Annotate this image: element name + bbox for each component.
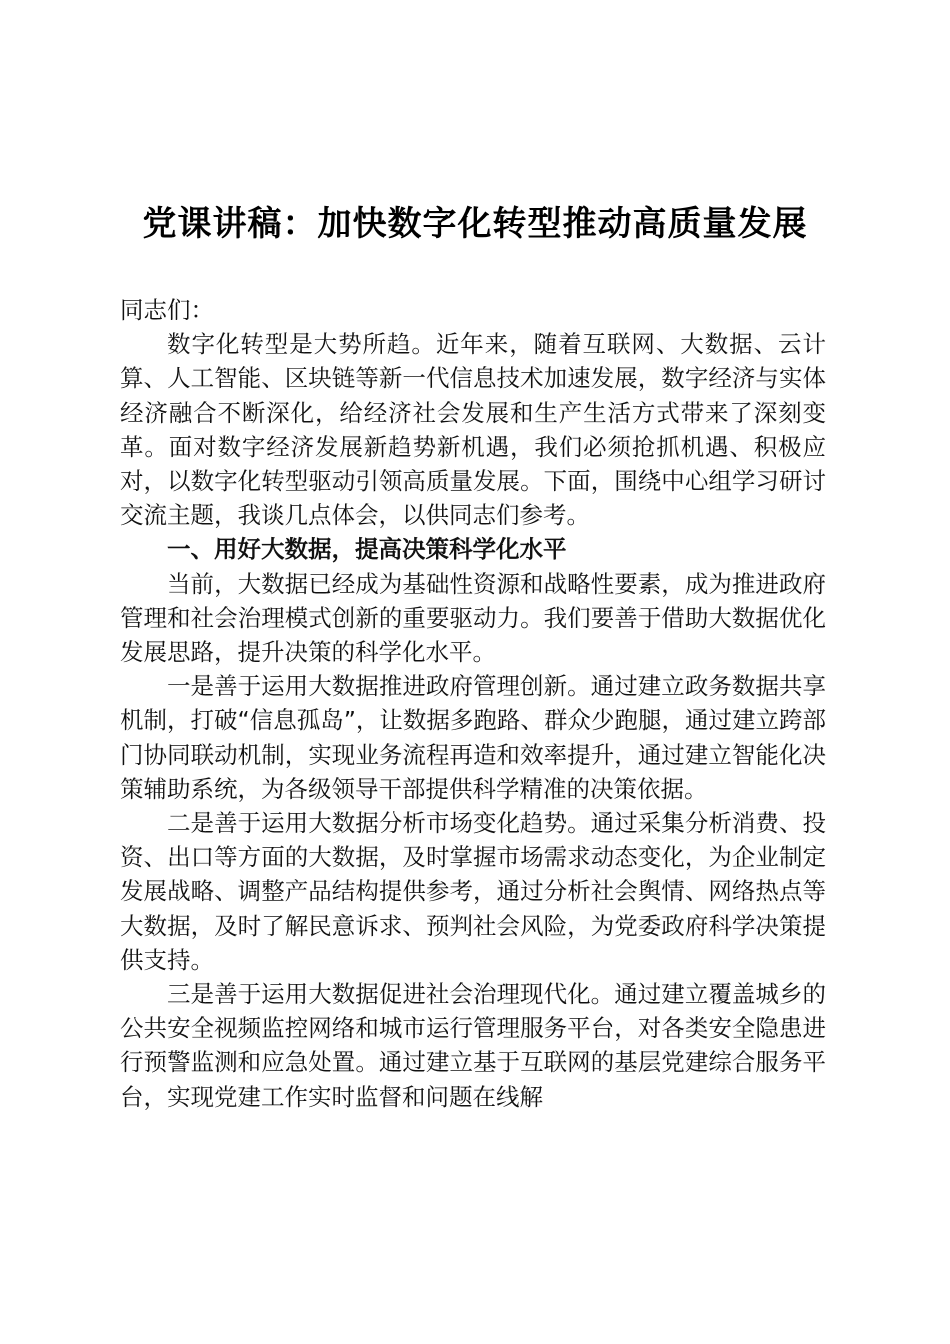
paragraph-section-1-intro: 当前，大数据已经成为基础性资源和战略性要素，成为推进政府管理和社会治理模式创新的重要驱动力。我们要善于借助大数据优化发展思路，提升决策的科学化水平。: [120, 569, 826, 667]
paragraph-point-2: 二是善于运用大数据分析市场变化趋势。通过采集分析消费、投资、出口等方面的大数据，及时掌握市场需求动态变化，为企业制定发展战略、调整产品结构提供参考，通过分析社会舆情、网络热点等大数据，及时了解民意诉求、预判社会风险，为党委政府科学决策提供支持。: [120, 809, 826, 974]
document-body: [120, 293, 826, 1114]
paragraph-point-3: 三是善于运用大数据促进社会治理现代化。通过建立覆盖城乡的公共安全视频监控网络和城市运行管理服务平台，对各类安全隐患进行预警监测和应急处置。通过建立基于互联网的基层党建综合服务平台，实现党建工作实时监督和问题在线解: [120, 980, 826, 1111]
document-title: 党课讲稿：加快数字化转型推动高质量发展: [142, 204, 808, 244]
salutation: 同志们：: [120, 296, 214, 324]
paragraph-point-1: 一是善于运用大数据推进政府管理创新。通过建立政务数据共享机制，打破“信息孤岛”，让数据多跑路、群众少跑腿，通过建立跨部门协同联动机制，实现业务流程再造和效率提升，通过建立智能化决策辅助系统，为各级领导干部提供科学精准的决策依据。: [120, 672, 826, 803]
paragraph-intro: 数字化转型是大势所趋。近年来，随着互联网、大数据、云计算、人工智能、区块链等新一代信息技术加速发展，数字经济与实体经济融合不断深化，给经济社会发展和生产生活方式带来了深刻变革。面对数字经济发展新趋势新机遇，我们必须抢抓机遇、积极应对，以数字化转型驱动引领高质量发展。下面，围绕中心组学习研讨交流主题，我谈几点体会，以供同志们参考。: [120, 330, 826, 530]
section-heading-1: 一、用好大数据，提高决策科学化水平: [167, 535, 567, 564]
